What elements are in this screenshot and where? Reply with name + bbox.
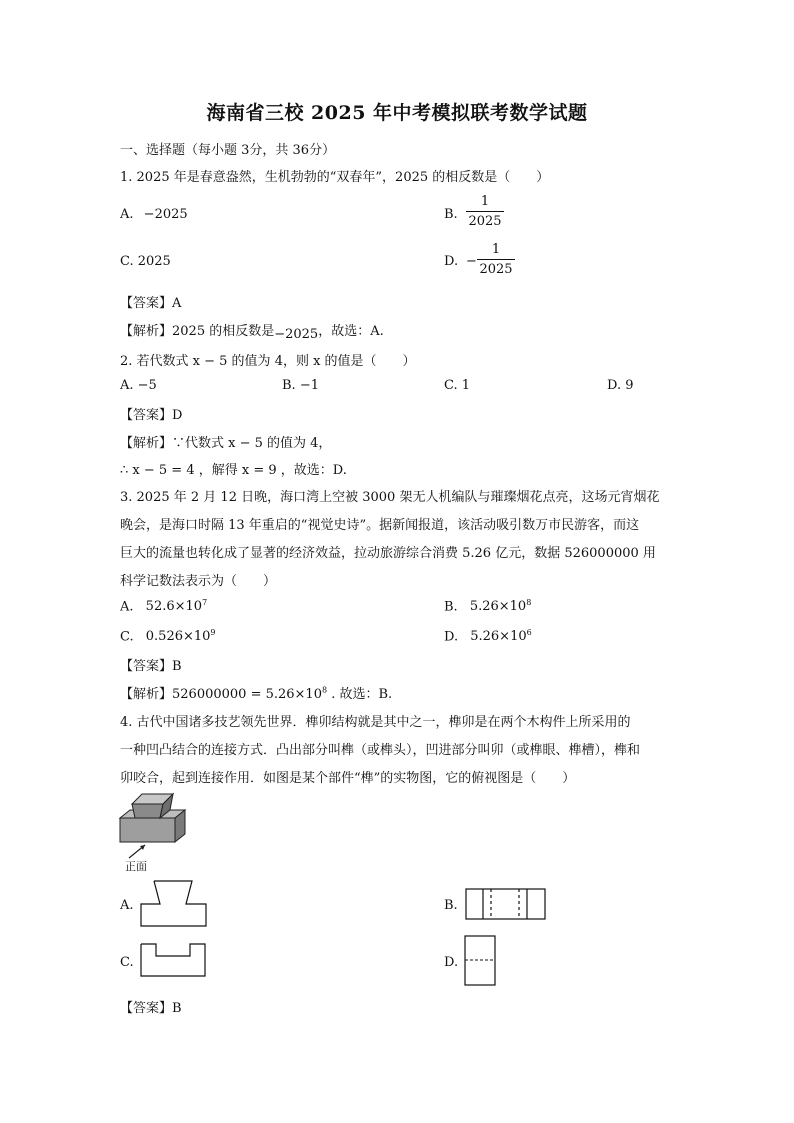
q4-stem-line1: 4. 古代中国诸多技艺领先世界．榫卯结构就是其中之一，榫卯是在两个木构件上所采用的	[120, 715, 631, 730]
q2-option-a: A. −5	[120, 378, 157, 393]
q4-answer: 【答案】B	[120, 1001, 182, 1016]
q2-answer: 【答案】D	[120, 408, 183, 423]
q2-option-b: B. −1	[282, 378, 319, 393]
q3-option-a-label: A.	[120, 599, 134, 615]
q1-option-a-value: −2025	[143, 207, 188, 222]
q3-option-b-exponent: 8	[526, 598, 532, 607]
q1-option-b-fraction	[466, 194, 504, 229]
q3-option-a	[120, 598, 207, 614]
q1-option-d-label: D.	[444, 254, 459, 269]
q3-option-c-base: 0.526×10	[145, 629, 211, 645]
q1-b-numerator: 1	[480, 194, 490, 209]
q2-analysis-line1: 【解析】∵代数式 x − 5 的值为 4，	[120, 436, 332, 451]
section-heading: 一、选择题（每小题 3分，共 36分）	[120, 143, 336, 158]
q2-stem: 2. 若代数式 x − 5 的值为 4，则 x 的值是（ ）	[120, 354, 416, 369]
q4-option-d-label: D.	[444, 955, 459, 970]
q1-analysis-value: −2025	[274, 327, 319, 342]
q3-option-d-base: 5.26×10	[470, 629, 527, 645]
q4-option-b-figure	[465, 888, 547, 922]
q3-option-a-exponent: 7	[202, 598, 208, 607]
q4-option-a-label: A.	[120, 898, 134, 913]
q1-analysis-end: ，故选：A.	[318, 324, 384, 339]
q3-option-d-exponent: 6	[526, 628, 532, 637]
q3-option-a-base: 52.6×10	[145, 599, 203, 615]
q4-option-b-label: B.	[444, 898, 458, 913]
q3-analysis	[120, 683, 392, 702]
q1-analysis-text: 【解析】2025 的相反数是	[120, 324, 275, 339]
q3-stem-line1: 3. 2025 年 2 月 12 日晚，海口湾上空被 3000 架无人机编队与璀璨烟花点亮，这场元宵烟花	[120, 490, 660, 505]
q3-option-b	[444, 598, 531, 614]
front-view-label: 正面	[125, 860, 147, 873]
q1-option-a	[120, 207, 188, 222]
q1-answer: 【答案】A	[120, 296, 182, 311]
q4-option-a-figure	[140, 880, 210, 928]
q2-analysis-line2: ∴ x − 5 = 4 ，解得 x = 9 ，故选：D.	[120, 463, 347, 478]
q4-stem-line3: 卯咬合，起到连接作用．如图是某个部件“榫”的实物图，它的俯视图是（ ）	[120, 771, 576, 786]
fraction-bar	[477, 259, 515, 260]
q2-option-c: C. 1	[444, 378, 471, 393]
q3-stem-line2: 晚会，是海口时隔 13 年重启的“视觉史诗”。据新闻报道，该活动吸引数万市民游客，而这	[120, 518, 640, 533]
q3-analysis-exponent: 8	[321, 685, 328, 695]
q1-option-b-label: B.	[444, 207, 458, 222]
fraction-bar	[466, 211, 504, 212]
q1-option-d-sign: −	[466, 254, 477, 269]
q1-d-numerator: 1	[491, 242, 501, 257]
q1-stem: 1. 2025 年是春意盎然，生机勃勃的“双春年”，2025 的相反数是（ ）	[120, 170, 550, 185]
q3-option-b-base: 5.26×10	[469, 599, 527, 615]
q1-option-a-label: A.	[120, 207, 134, 222]
q3-stem-line4: 科学记数法表示为（ ）	[120, 574, 277, 589]
q3-option-d-label: D.	[444, 629, 459, 645]
q1-b-denominator: 2025	[468, 214, 502, 229]
page-title: 海南省三校 2025 年中考模拟联考数学试题	[206, 102, 588, 124]
q3-answer: 【答案】B	[120, 659, 182, 674]
q3-option-d	[444, 628, 532, 644]
q3-analysis-text: 【解析】526000000 = 5.26×10	[120, 687, 322, 702]
q4-option-d-figure	[464, 935, 498, 987]
q1-option-c: C. 2025	[120, 254, 171, 269]
q3-stem-line3: 巨大的流量也转化成了显著的经济效益，拉动旅游综合消费 5.26 亿元，数据 526000000 用	[120, 546, 656, 561]
q1-analysis	[120, 320, 384, 342]
q3-option-b-label: B.	[444, 599, 458, 615]
tenon-3d-figure	[115, 790, 195, 860]
q2-option-d: D. 9	[607, 378, 634, 393]
q3-option-c-label: C.	[120, 629, 134, 645]
q1-option-d-fraction	[477, 242, 515, 277]
q4-option-c-figure	[140, 942, 210, 978]
q3-analysis-end: . 故选：B.	[327, 687, 393, 702]
q3-option-c	[120, 628, 216, 644]
q4-option-c-label: C.	[120, 955, 134, 970]
q3-option-c-exponent: 9	[210, 628, 216, 637]
q4-stem-line2: 一种凹凸结合的连接方式．凸出部分叫榫（或榫头），凹进部分叫卯（或榫眼、榫槽），榫和	[120, 743, 641, 758]
q1-d-denominator: 2025	[479, 262, 513, 277]
